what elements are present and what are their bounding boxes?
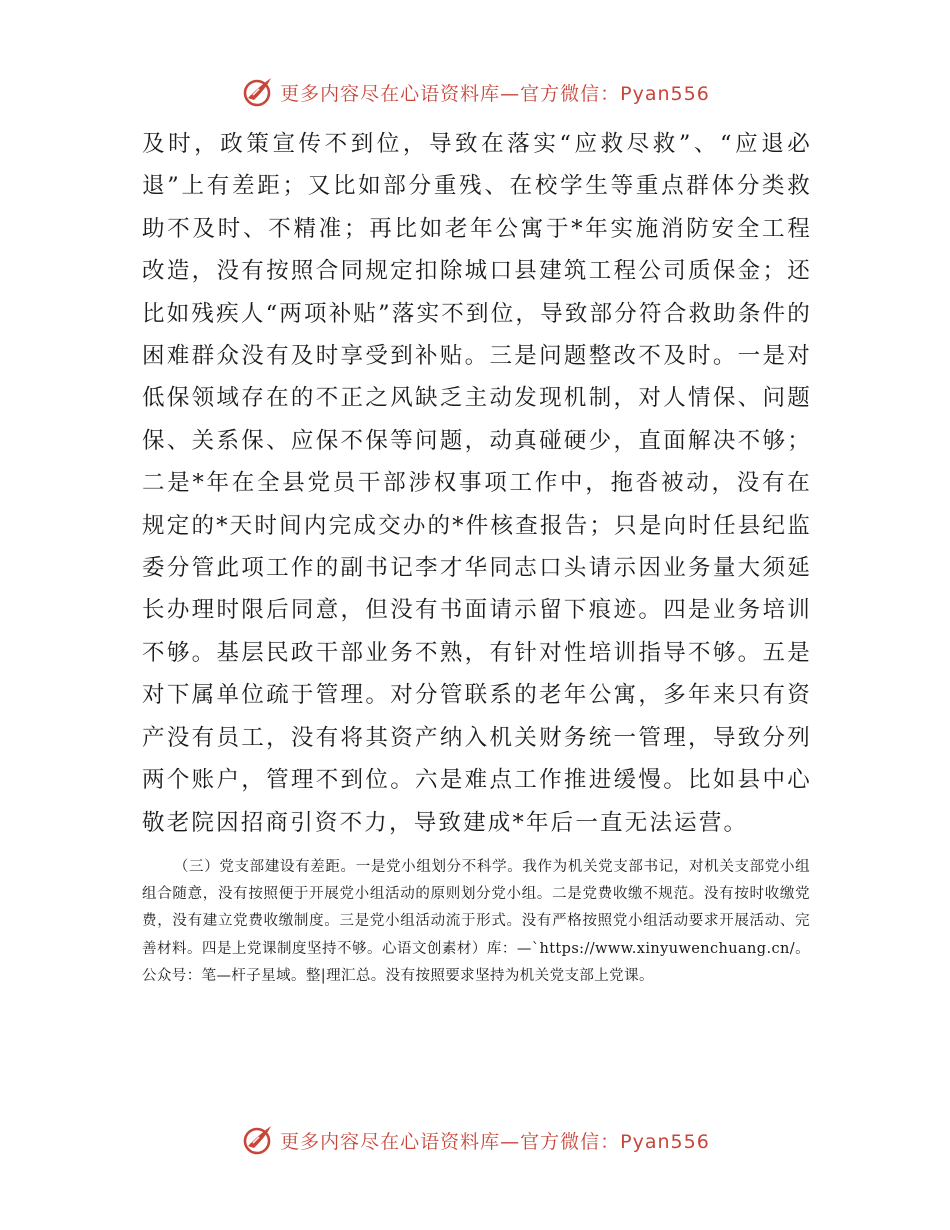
- footer-watermark-text: 更多内容尽在心语资料库—官方微信：Pyan556: [280, 1130, 710, 1153]
- pen-nib-circle-icon: [240, 1122, 276, 1158]
- pen-nib-circle-icon: [240, 74, 276, 110]
- section-paragraph: （三）党支部建设有差距。一是党小组划分不科学。我作为机关党支部书记，对机关支部党小组组合随意，没有按照便于开展党小组活动的原则划分党小组。二是党费收缴不规范。没有按时收缴党费，没有建立党费收缴制度。三是党小组活动流于形式。没有严格按照党小组活动要求开展活动、完善材料。四是上党课制度坚持不够。心语文创素材）库：—`https://www.xinyuwenchuang.cn/。公众号：笔—杆子星域。整|理汇总。没有按照要求坚持为机关党支部上党课。: [142, 859, 810, 984]
- main-body-text: [142, 123, 812, 844]
- section-three-text: [142, 854, 810, 990]
- header-watermark: [0, 72, 950, 112]
- footer-watermark: [0, 1120, 950, 1160]
- main-paragraph: 及时，政策宣传不到位，导致在落实“应救尽救”、“应退必退”上有差距；又比如部分重残、在校学生等重点群体分类救助不及时、不精准；再比如老年公寓于*年实施消防安全工程改造，没有按照合同规定扣除城口县建筑工程公司质保金；还比如残疾人“两项补贴”落实不到位，导致部分符合救助条件的困难群众没有及时享受到补贴。三是问题整改不及时。一是对低保领域存在的不正之风缺乏主动发现机制，对人情保、问题保、关系保、应保不保等问题，动真碰硬少，直面解决不够；二是*年在全县党员干部涉权事项工作中，拖沓被动，没有在规定的*天时间内完成交办的*件核查报告；只是向时任县纪监委分管此项工作的副书记李才华同志口头请示因业务量大须延长办理时限后同意，但没有书面请示留下痕迹。四是业务培训不够。基层民政干部业务不熟，有针对性培训指导不够。五是对下属单位疏于管理。对分管联系的老年公寓，多年来只有资产没有员工，没有将其资产纳入机关财务统一管理，导致分列两个账户，管理不到位。六是难点工作推进缓慢。比如县中心敬老院因招商引资不力，导致建成*年后一直无法运营。: [142, 131, 812, 836]
- header-watermark-text: 更多内容尽在心语资料库—官方微信：Pyan556: [280, 82, 710, 105]
